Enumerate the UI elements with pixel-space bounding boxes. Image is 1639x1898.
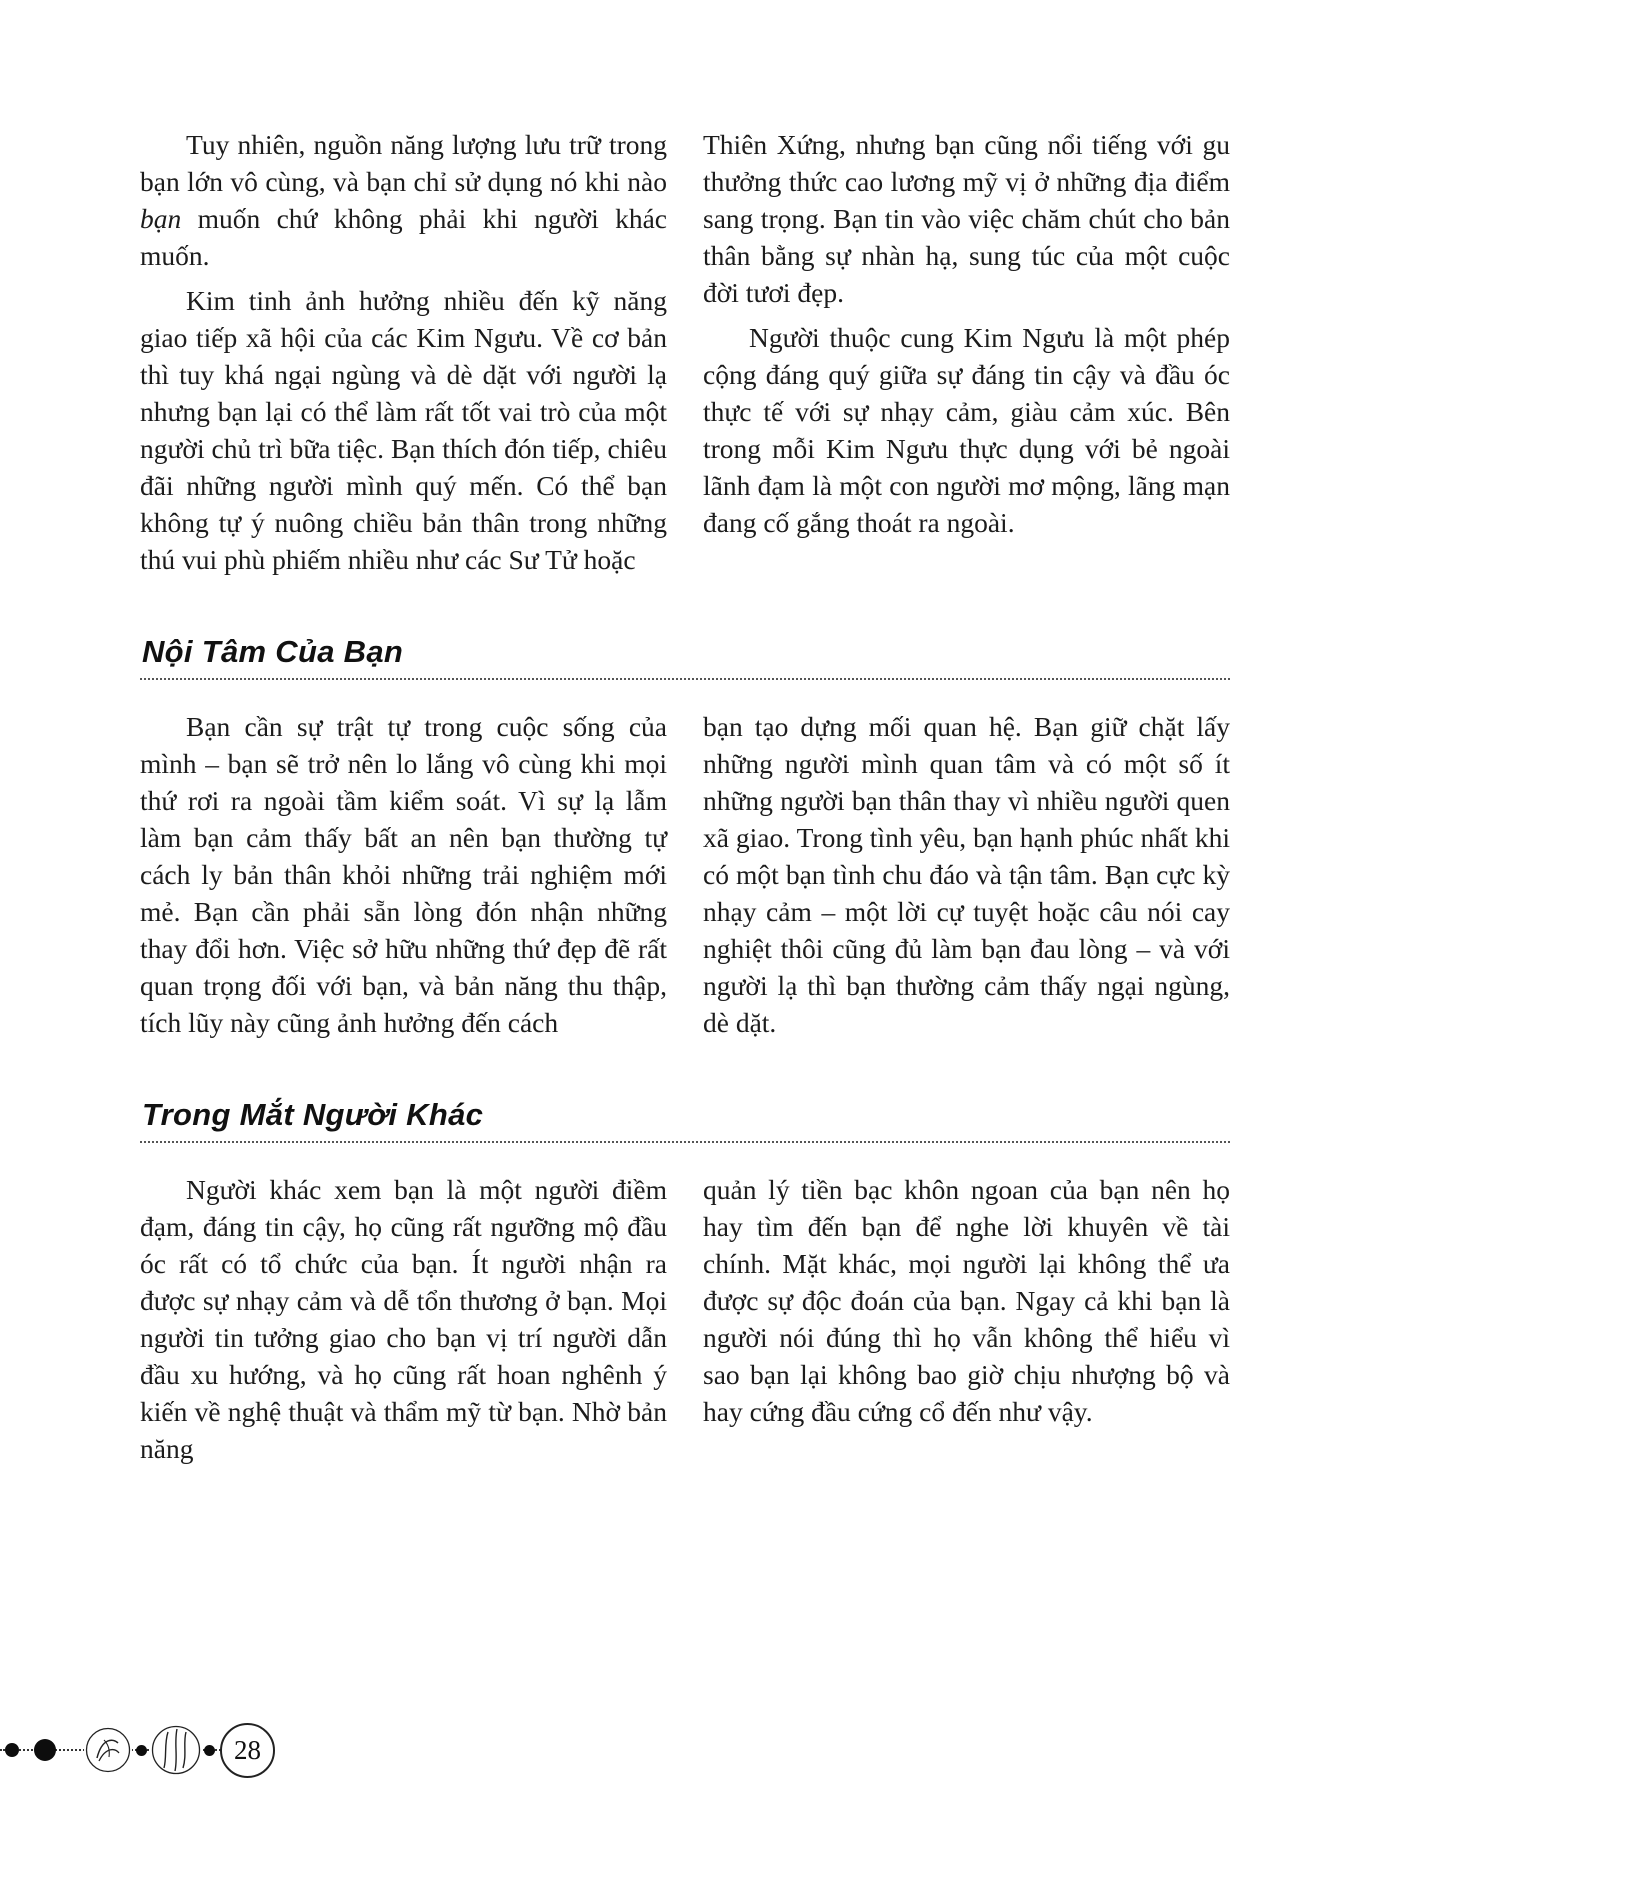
section-columns [140, 1171, 1230, 1475]
paragraph-text: muốn chứ không phải khi người khác muốn. [140, 203, 667, 271]
section-inner-self [140, 634, 1230, 1049]
paragraph: Kim tinh ảnh hưởng nhiều đến kỹ năng giao tiếp xã hội của các Kim Ngưu. Về cơ bản thì tuy khá ngại ngùng và dè dặt với người lạ nhưng bạn lại có thể làm rất tốt vai trò của một người chủ trì bữa tiệc. Bạn thích đón tiếp, chiêu đãi những người mình quý mến. Có thể bạn không tự ý nuông chiều bản thân trong những thú vui phù phiếm nhiều như các Sư Tử hoặc [140, 285, 667, 575]
paragraph [140, 126, 667, 274]
intro-right-column [703, 126, 1230, 586]
section-title: Trong Mắt Người Khác [142, 1097, 484, 1132]
section-divider [140, 1141, 1230, 1143]
lines-ornament-icon [150, 1724, 202, 1776]
paragraph: Bạn cần sự trật tự trong cuộc sống của mình – bạn sẽ trở nên lo lắng vô cùng khi mọi thứ rơi ra ngoài tầm kiểm soát. Vì sự lạ lẫm làm bạn cảm thấy bất an nên bạn thường tự cách ly bản thân khỏi những trải nghiệm mới mẻ. Bạn cần phải sẵn lòng đón nhận những thay đổi hơn. Việc sở hữu những thứ đẹp đẽ rất quan trọng đối với bạn, và bản năng thu thập, tích lũy này cũng ảnh hưởng đến cách [140, 711, 667, 1038]
page-footer [0, 1712, 320, 1788]
section-left-column [140, 708, 667, 1049]
footer-dot-icon [136, 1745, 147, 1756]
section-right-column [703, 1171, 1230, 1475]
footer-dot-icon [204, 1745, 215, 1756]
intro-left-column [140, 126, 667, 586]
intro-columns [140, 126, 1230, 586]
paragraph: Thiên Xứng, nhưng bạn cũng nổi tiếng với gu thưởng thức cao lương mỹ vị ở những địa điểm sang trọng. Bạn tin vào việc chăm chút cho bản thân bằng sự nhàn hạ, sung túc của một cuộc đời tươi đẹp. [703, 129, 1230, 308]
section-right-column [703, 708, 1230, 1049]
section-title: Nội Tâm Của Bạn [142, 634, 404, 669]
footer-dot-icon [5, 1743, 19, 1757]
paragraph: quản lý tiền bạc khôn ngoan của bạn nên họ hay tìm đến bạn để nghe lời khuyên về tài chính. Mặt khác, mọi người lại không thể ưa được sự độc đoán của bạn. Ngay cả khi bạn là người nói đúng thì họ vẫn không thể hiểu vì sao bạn lại không bao giờ chịu nhượng bộ và hay cứng đầu cứng cổ đến như vậy. [703, 1174, 1230, 1427]
paragraph-text: Tuy nhiên, nguồn năng lượng lưu trữ trong bạn lớn vô cùng, và bạn chỉ sử dụng nó khi nào [140, 129, 667, 197]
paragraph: bạn tạo dựng mối quan hệ. Bạn giữ chặt lấy những người mình quan tâm và có một số ít những người bạn thân thay vì nhiều người quen xã giao. Trong tình yêu, bạn hạnh phúc nhất khi có một bạn tình chu đáo và tận tâm. Bạn cực kỳ nhạy cảm – một lời cự tuyệt hoặc câu nói cay nghiệt thôi cũng đủ làm bạn đau lòng – và với người lạ thì bạn thường cảm thấy ngại ngùng, dè dặt. [703, 711, 1230, 1038]
page-content [140, 126, 1230, 1475]
paragraph: Người thuộc cung Kim Ngưu là một phép cộng đáng quý giữa sự đáng tin cậy và đầu óc thực tế với sự nhạy cảm, giàu cảm xúc. Bên trong mỗi Kim Ngưu thực dụng với bẻ ngoài lãnh đạm là một con người mơ mộng, lãng mạn đang cố gắng thoát ra ngoài. [703, 322, 1230, 538]
paragraph: Người khác xem bạn là một người điềm đạm, đáng tin cậy, họ cũng rất ngưỡng mộ đầu óc rất có tổ chức của bạn. Ít người nhận ra được sự nhạy cảm và dễ tổn thương ở bạn. Mọi người tin tưởng giao cho bạn vị trí người dẫn đầu xu hướng, và họ cũng rất hoan nghênh ý kiến về nghệ thuật và thẩm mỹ từ bạn. Nhờ bản năng [140, 1174, 667, 1464]
page-number-badge [220, 1723, 275, 1778]
sketch-ornament-icon [84, 1726, 132, 1774]
page-number: 28 [234, 1735, 261, 1765]
footer-dot-icon [34, 1739, 56, 1761]
section-columns [140, 708, 1230, 1049]
section-divider [140, 678, 1230, 680]
section-left-column [140, 1171, 667, 1475]
emphasized-word: bạn [140, 203, 182, 234]
section-in-others-eyes [140, 1097, 1230, 1475]
